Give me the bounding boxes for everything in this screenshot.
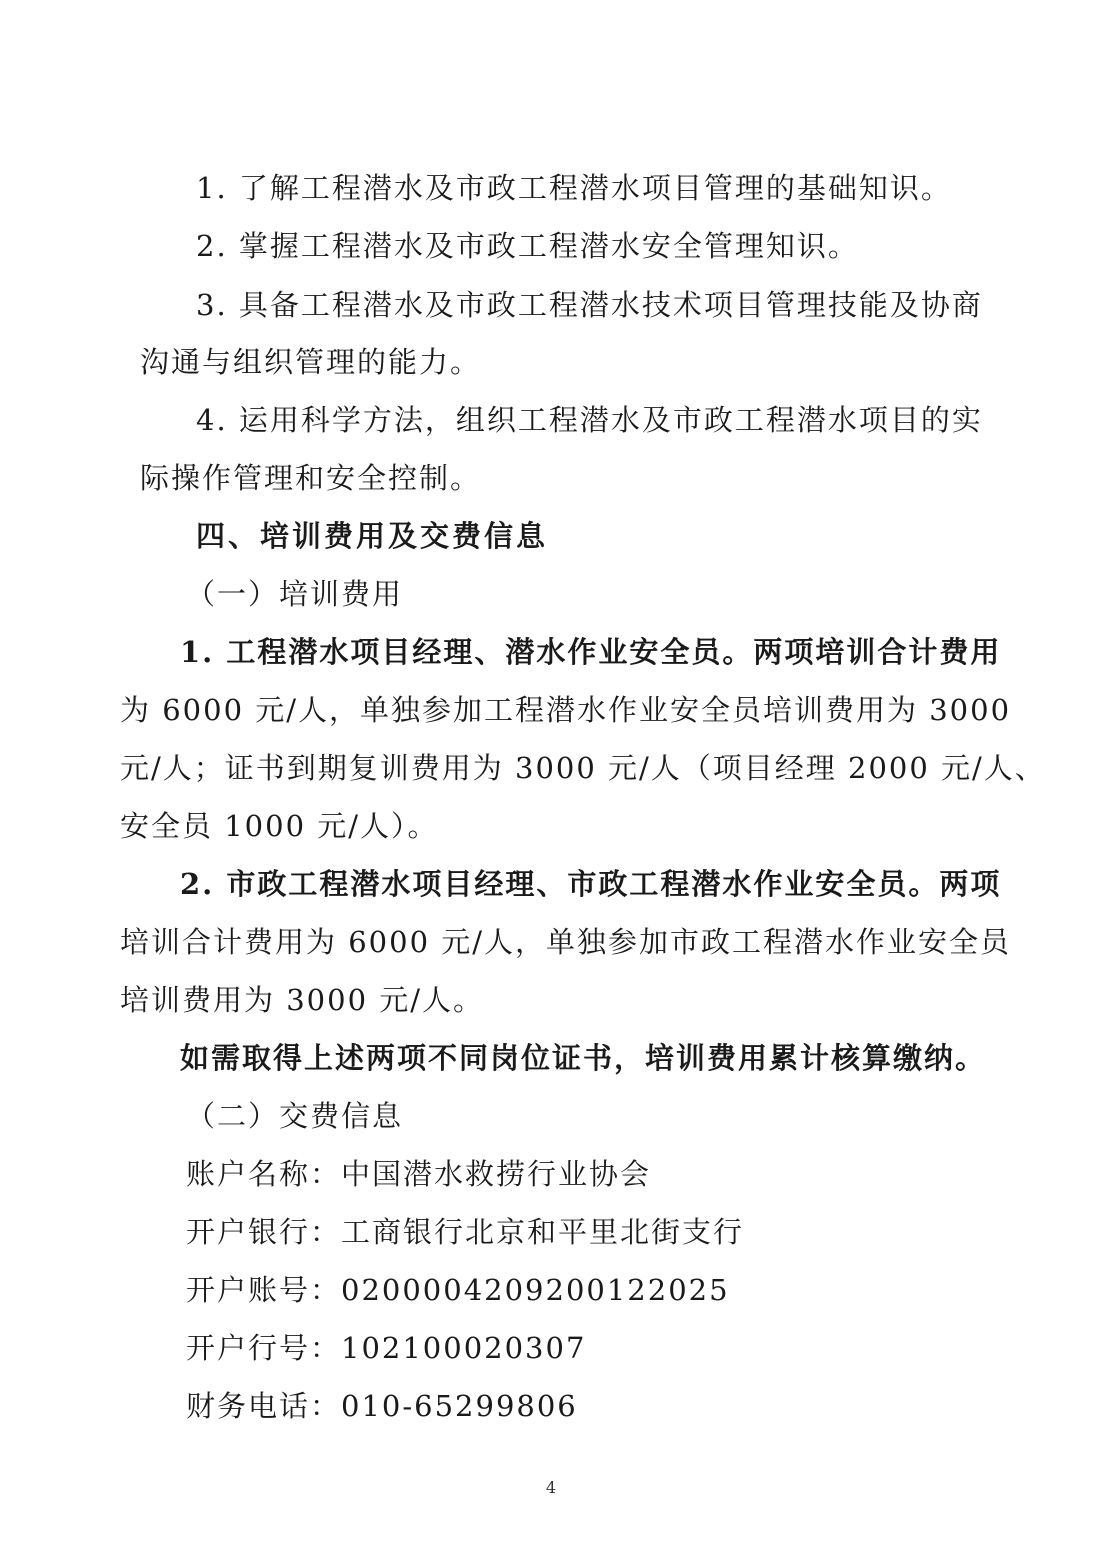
payment-bank: 开户银行：工商银行北京和平里北街支行 (186, 1215, 745, 1249)
objective-1: 1. 了解工程潜水及市政工程潜水项目管理的基础知识。 (196, 171, 952, 205)
fee-item-1-line-1: 1. 工程潜水项目经理、潜水作业安全员。两项培训合计费用 (180, 635, 1002, 669)
section-heading: 四、培训费用及交费信息 (196, 519, 549, 553)
fee-item-2-line-1: 2. 市政工程潜水项目经理、市政工程潜水作业安全员。两项 (180, 867, 1002, 901)
fee-item-1-line-4: 安全员 1000 元/人）。 (120, 809, 439, 843)
objective-2: 2. 掌握工程潜水及市政工程潜水安全管理知识。 (196, 229, 859, 263)
subsection-training-fees: （一）培训费用 (186, 577, 404, 611)
fee-item-2-line-2: 培训合计费用为 6000 元/人，单独参加市政工程潜水作业安全员 (120, 925, 1012, 959)
objective-4-line-1: 4. 运用科学方法，组织工程潜水及市政工程潜水项目的实 (196, 403, 983, 437)
fee-item-2-line-3: 培训费用为 3000 元/人。 (120, 983, 485, 1017)
payment-bank-code: 开户行号：102100020307 (186, 1331, 587, 1365)
fee-item-1-line-2: 为 6000 元/人，单独参加工程潜水作业安全员培训费用为 3000 (120, 693, 1012, 727)
objective-4-line-2: 际操作管理和安全控制。 (140, 461, 482, 495)
fee-item-1-line-3: 元/人；证书到期复训费用为 3000 元/人（项目经理 2000 元/人、 (120, 751, 1046, 785)
subsection-payment-info: （二）交费信息 (186, 1099, 404, 1133)
objective-3-line-1: 3. 具备工程潜水及市政工程潜水技术项目管理技能及协商 (196, 288, 983, 322)
fee-note: 如需取得上述两项不同岗位证书，培训费用累计核算缴纳。 (180, 1041, 987, 1075)
payment-account-name: 账户名称：中国潜水救捞行业协会 (186, 1157, 652, 1191)
objective-3-line-2: 沟通与组织管理的能力。 (140, 345, 482, 379)
payment-account-number: 开户账号：0200004209200122025 (186, 1273, 730, 1307)
page-number: 4 (545, 1478, 557, 1497)
payment-finance-phone: 财务电话：010-65299806 (186, 1389, 578, 1423)
